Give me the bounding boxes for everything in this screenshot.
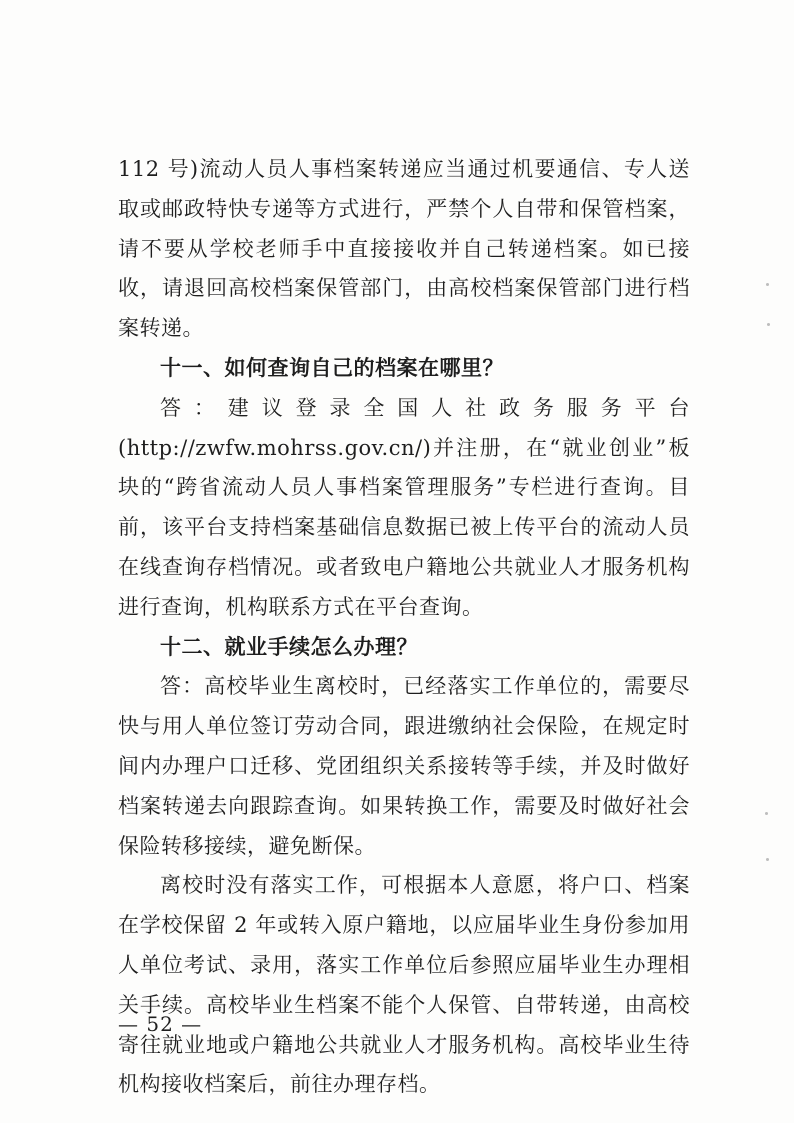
document-body [118, 150, 690, 1105]
paragraph-archive-transfer: 112 号)流动人员人事档案转递应当通过机要通信、专人送取或邮政特快专递等方式进行，严禁个人自带和保管档案，请不要从学校老师手中直接接收并自己转递档案。如已接收，请退回高校档案保管部门，由高校档案保管部门进行档案转递。 [118, 157, 690, 341]
heading-employment-procedures: 十二、就业手续怎么办理？ [160, 634, 418, 659]
scan-speck [765, 812, 768, 815]
paragraph-employment-answer: 答：高校毕业生离校时，已经落实工作单位的，需要尽快与用人单位签订劳动合同，跟进缴纳社会保险，在规定时间内办理户口迁移、党团组织关系接转等手续，并及时做好档案转递去向跟踪查询。如果转换工作，需要及时做好社会保险转移接续，避免断保。 [118, 674, 690, 858]
page-number: — 52 — [118, 1012, 203, 1036]
paragraph-query-answer: 答：建议登录全国人社政务服务平台(http://zwfw.mohrss.gov.cn/)并注册，在“就业创业”板块的“跨省流动人员人事档案管理服务”专栏进行查询。目前，该平台支持档案基础信息数据已被上传平台的流动人员在线查询存档情况。或者致电户籍地公共就业人才服务机构进行查询，机构联系方式在平台查询。 [118, 395, 690, 619]
scan-speck [766, 858, 769, 861]
scan-speck [767, 323, 770, 326]
paragraph-unemployed-graduates: 离校时没有落实工作，可根据本人意愿，将户口、档案在学校保留 2 年或转入原户籍地，以应届毕业生身份参加用人单位考试、录用，落实工作单位后参照应届毕业生办理相关手续。高校毕业生档案不能个人保管、自带转递，由高校寄往就业地或户籍地公共就业人才服务机构。高校毕业生待机构接收档案后，前往办理存档。 [118, 873, 690, 1097]
scan-speck [766, 283, 769, 286]
heading-query-archive: 十一、如何查询自己的档案在哪里？ [160, 355, 504, 380]
